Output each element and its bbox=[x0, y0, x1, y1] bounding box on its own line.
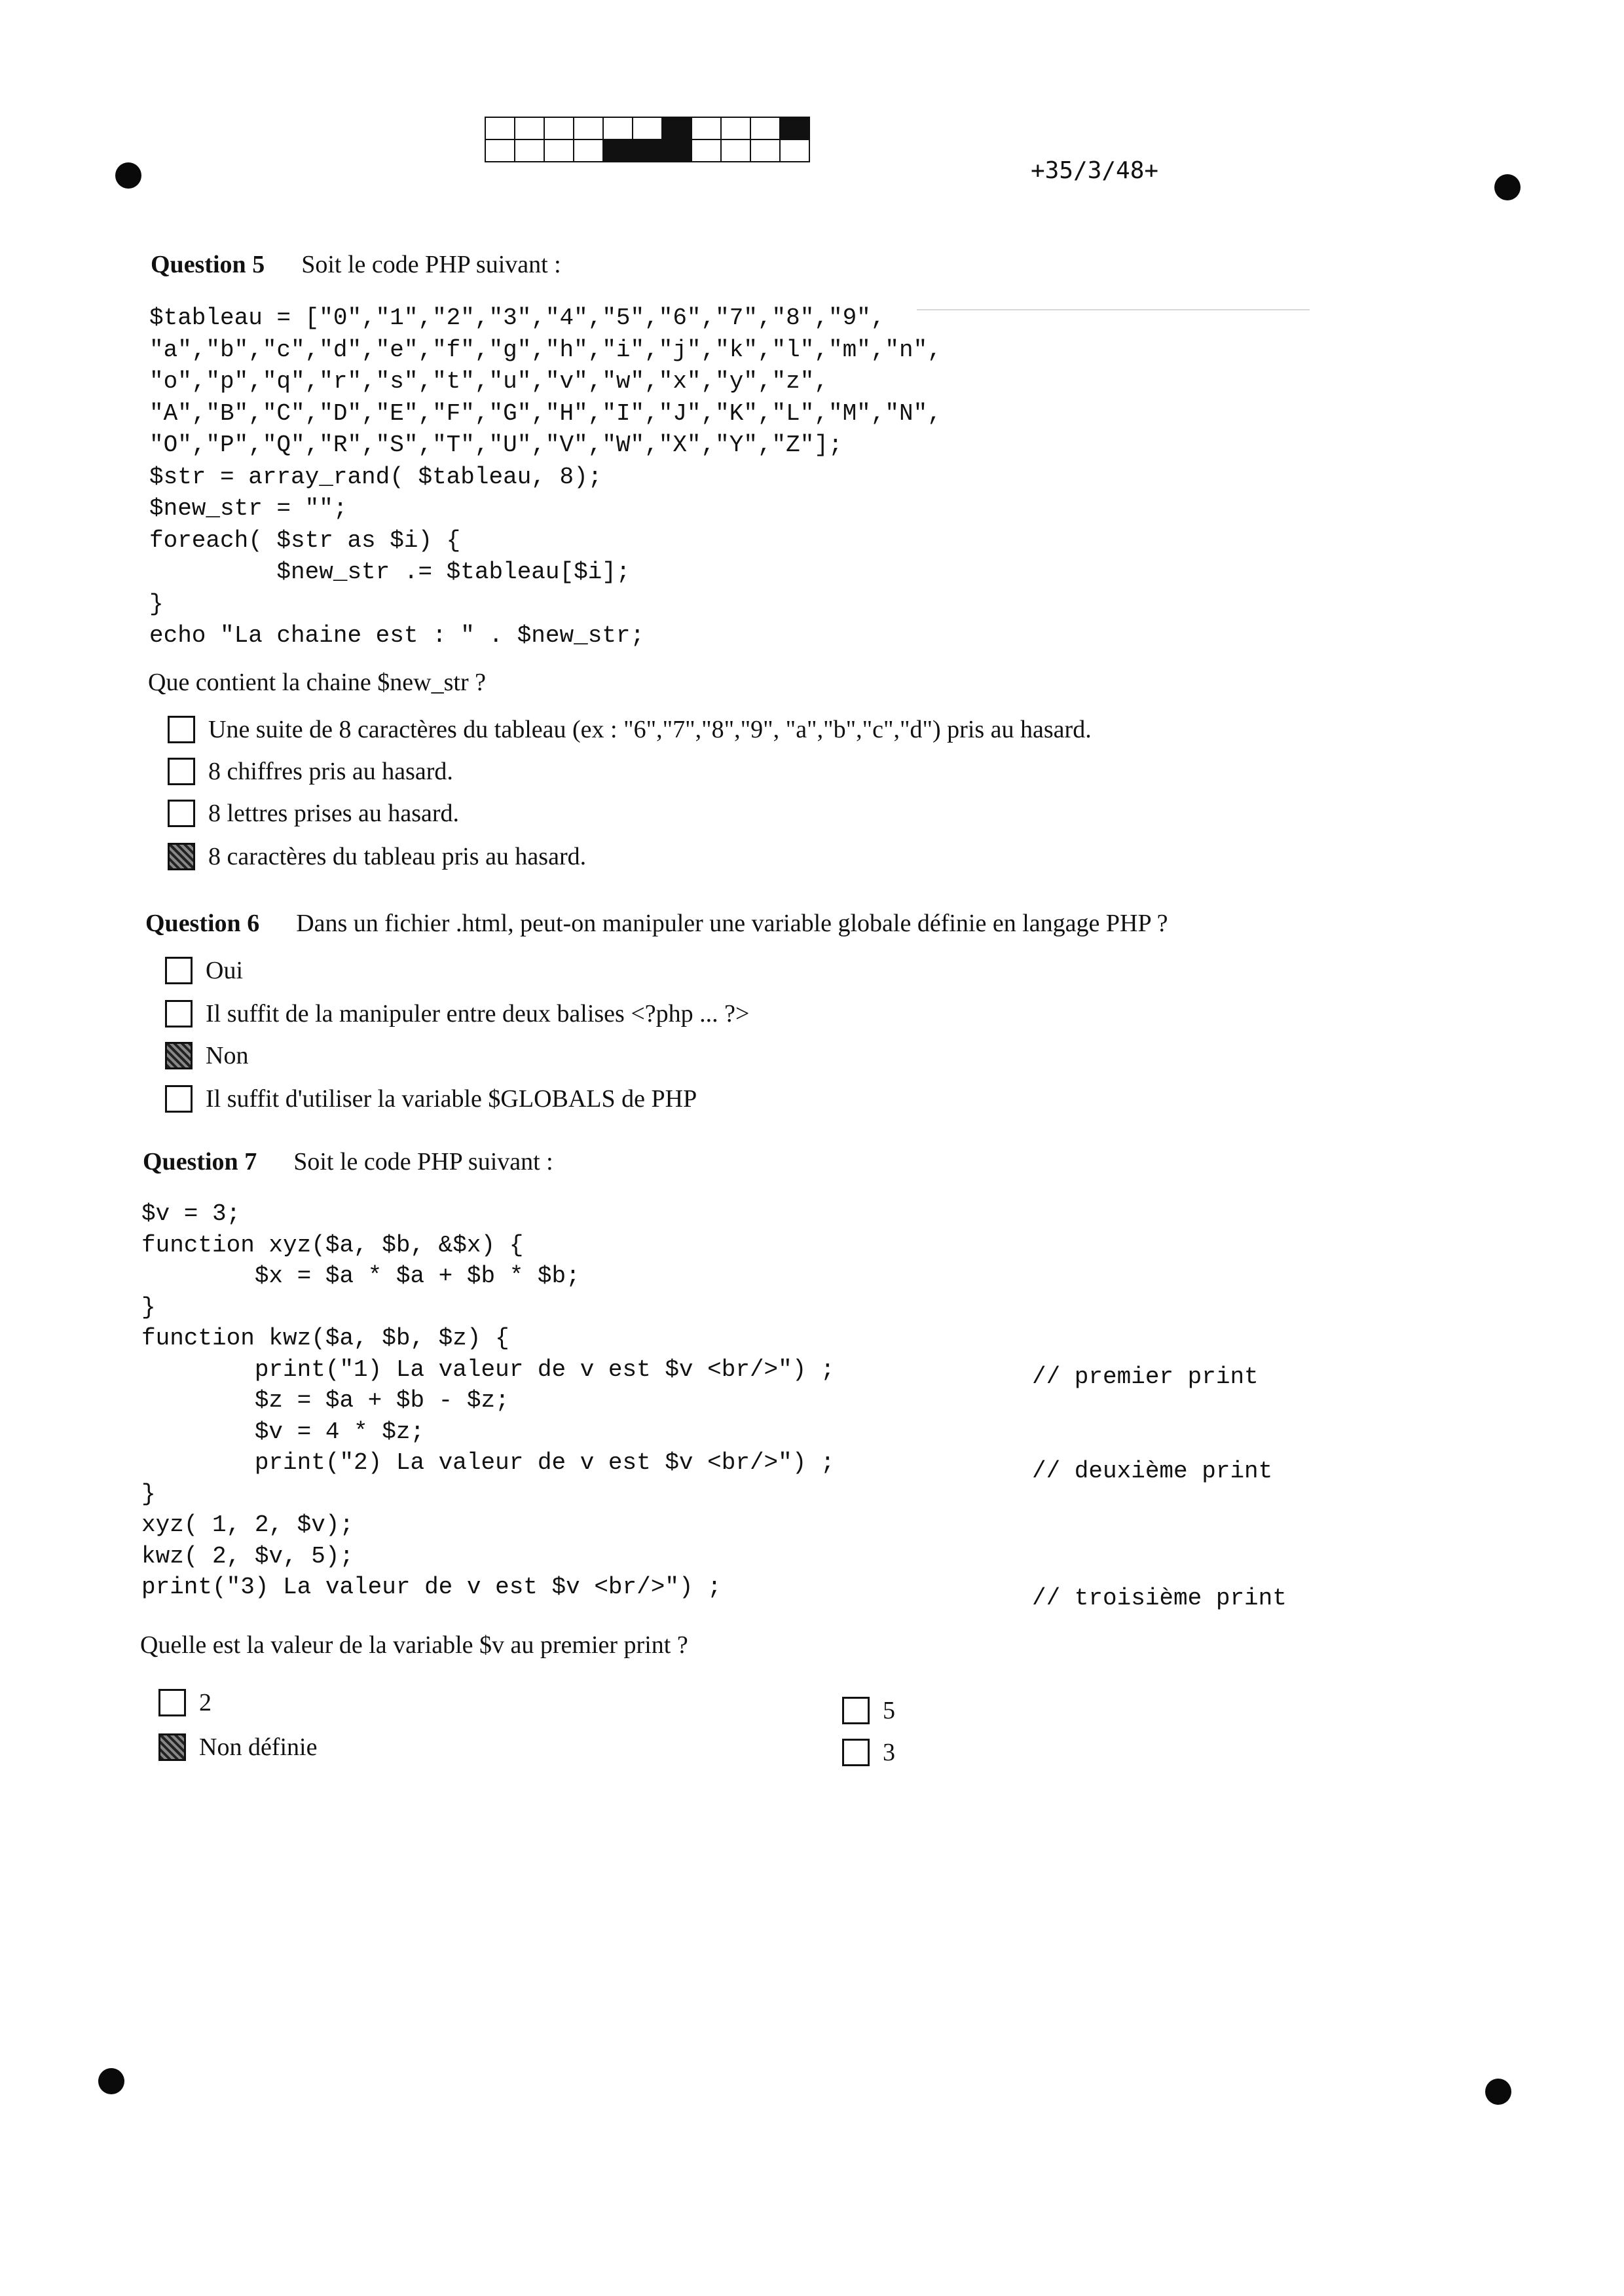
registration-mark-bottom-right bbox=[1485, 2079, 1511, 2105]
option-label: 3 bbox=[883, 1739, 895, 1766]
id-cell-empty bbox=[544, 117, 574, 139]
scan-artifact-line bbox=[917, 309, 1310, 310]
checkbox[interactable] bbox=[158, 1689, 186, 1716]
q7-right-option-2[interactable] bbox=[842, 1738, 895, 1767]
question-number: Question 6 bbox=[145, 910, 260, 937]
id-cell-empty bbox=[515, 139, 544, 162]
checkbox-checked[interactable] bbox=[158, 1733, 186, 1761]
question-number: Question 5 bbox=[151, 251, 265, 278]
id-cell-filled bbox=[662, 139, 692, 162]
id-cell-empty bbox=[721, 117, 750, 139]
id-cell-filled bbox=[662, 117, 692, 139]
comment-deuxieme-print: // deuxième print bbox=[1032, 1458, 1273, 1485]
id-cell-filled bbox=[603, 139, 633, 162]
question-6-heading bbox=[145, 909, 1168, 938]
q6-option-1[interactable] bbox=[165, 956, 243, 985]
registration-mark-top-right bbox=[1494, 174, 1521, 200]
q5-option-3[interactable] bbox=[168, 799, 459, 828]
student-id-grid bbox=[485, 117, 810, 162]
id-cell-empty bbox=[692, 139, 721, 162]
registration-mark-bottom-left bbox=[98, 2068, 124, 2094]
option-label: 8 lettres prises au hasard. bbox=[208, 800, 460, 827]
question-7-prompt: Quelle est la valeur de la variable $v au premier print ? bbox=[140, 1631, 688, 1659]
checkbox-checked[interactable] bbox=[168, 843, 195, 870]
checkbox[interactable] bbox=[165, 1000, 193, 1028]
q5-option-2[interactable] bbox=[168, 757, 453, 786]
checkbox[interactable] bbox=[168, 716, 195, 743]
q5-option-4[interactable] bbox=[168, 842, 586, 871]
question-7-code: $v = 3; function xyz($a, $b, &$x) { $x = $a * $a + $b * $b; } function kwz($a, $b, $z) { print("1) La valeur de v est $v <br/>") ; $z = $a + $b - $z; $v = 4 * $z; print("2) La valeur de v est $v <br/>") ; } xyz( 1, 2, $v); kwz( 2, $v, 5); print("3) La valeur de v est $v <br/>") ; bbox=[141, 1200, 835, 1601]
id-cell-empty bbox=[485, 117, 515, 139]
page-code: +35/3/48+ bbox=[1031, 157, 1159, 184]
id-cell-empty bbox=[485, 139, 515, 162]
option-label: 2 bbox=[199, 1689, 212, 1716]
checkbox[interactable] bbox=[842, 1739, 870, 1766]
option-label: Oui bbox=[206, 957, 243, 984]
id-cell-empty bbox=[721, 139, 750, 162]
id-cell-empty bbox=[574, 139, 603, 162]
q7-right-option-1[interactable] bbox=[842, 1696, 895, 1725]
id-grid-row bbox=[485, 117, 809, 139]
checkbox[interactable] bbox=[165, 1085, 193, 1113]
option-label: Il suffit de la manipuler entre deux balises <?php ... ?> bbox=[206, 1000, 750, 1028]
registration-mark-top-left bbox=[115, 162, 141, 189]
id-cell-empty bbox=[544, 139, 574, 162]
q6-option-3[interactable] bbox=[165, 1041, 248, 1070]
comment-premier-print: // premier print bbox=[1032, 1363, 1259, 1390]
q6-option-4[interactable] bbox=[165, 1084, 697, 1113]
checkbox[interactable] bbox=[842, 1697, 870, 1724]
checkbox-checked[interactable] bbox=[165, 1042, 193, 1069]
id-cell-empty bbox=[750, 139, 780, 162]
option-label: Il suffit d'utiliser la variable $GLOBALS de PHP bbox=[206, 1085, 697, 1113]
option-label: 8 chiffres pris au hasard. bbox=[208, 758, 453, 785]
id-cell-empty bbox=[574, 117, 603, 139]
option-label: Une suite de 8 caractères du tableau (ex : "6","7","8","9", "a","b","c","d") pris au hasard. bbox=[208, 716, 1092, 743]
option-label: Non bbox=[206, 1042, 249, 1069]
q6-option-2[interactable] bbox=[165, 999, 749, 1028]
question-5-heading bbox=[151, 250, 561, 279]
id-cell-filled bbox=[780, 117, 809, 139]
question-7-heading bbox=[143, 1147, 553, 1176]
q5-option-1[interactable] bbox=[168, 715, 1092, 744]
question-number: Question 7 bbox=[143, 1148, 257, 1176]
q7-left-option-2[interactable] bbox=[158, 1733, 317, 1762]
question-intro: Soit le code PHP suivant : bbox=[293, 1148, 553, 1176]
question-intro: Dans un fichier .html, peut-on manipuler une variable globale définie en langage PHP ? bbox=[296, 910, 1168, 937]
id-cell-empty bbox=[750, 117, 780, 139]
checkbox[interactable] bbox=[168, 800, 195, 827]
id-grid-row bbox=[485, 139, 809, 162]
comment-troisieme-print: // troisième print bbox=[1032, 1585, 1287, 1612]
id-cell-empty bbox=[603, 117, 633, 139]
question-5-code: $tableau = ["0","1","2","3","4","5","6","7","8","9", "a","b","c","d","e","f","g","h","i","j","k","l","m","n", "o","p","q","r","s","t","u","v","w","x","y","z", "A","B","C","D","E","F","G","H","I","J","K","L","M","N", "O","P","Q","R","S","T","U","V","W","X","Y","Z"]; $str = array_rand( $tableau, 8); $new_str = ""; foreach( $str as $i) { $new_str .= $tableau[$i]; } echo "La chaine est : " . $new_str; bbox=[149, 305, 942, 649]
question-5-prompt: Que contient la chaine $new_str ? bbox=[148, 669, 486, 696]
id-cell-empty bbox=[692, 117, 721, 139]
option-label: 8 caractères du tableau pris au hasard. bbox=[208, 843, 587, 870]
id-cell-empty bbox=[780, 139, 809, 162]
id-cell-empty bbox=[515, 117, 544, 139]
checkbox[interactable] bbox=[165, 957, 193, 984]
id-cell-empty bbox=[633, 117, 662, 139]
id-cell-filled bbox=[633, 139, 662, 162]
option-label: 5 bbox=[883, 1697, 895, 1724]
q7-left-option-1[interactable] bbox=[158, 1688, 212, 1717]
question-intro: Soit le code PHP suivant : bbox=[301, 251, 561, 278]
checkbox[interactable] bbox=[168, 758, 195, 785]
option-label: Non définie bbox=[199, 1733, 318, 1761]
